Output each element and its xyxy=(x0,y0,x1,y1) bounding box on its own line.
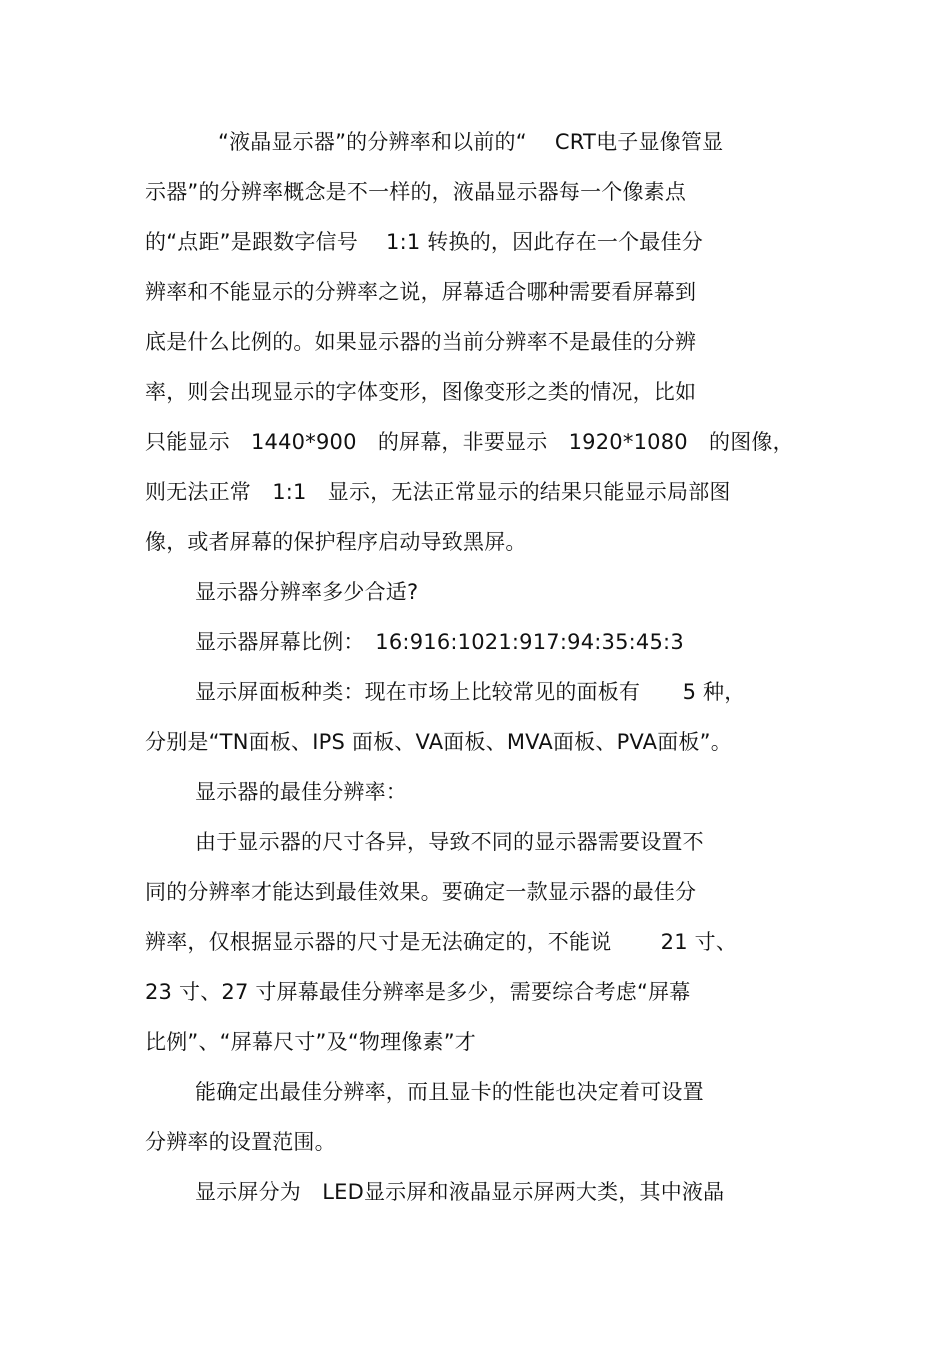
paragraph-line: 分辨率的设置范围。 xyxy=(145,1130,336,1154)
paragraph-line: 只能显示 1440*900 的屏幕，非要显示 1920*1080 的图像， xyxy=(145,430,794,454)
paragraph-line: 的“点距”是跟数字信号 1:1 转换的，因此存在一个最佳分 xyxy=(145,230,703,254)
paragraph-line: 像，或者屏幕的保护程序启动导致黑屏。 xyxy=(145,530,527,554)
paragraph-line: 同的分辨率才能达到最佳效果。要确定一款显示器的最佳分 xyxy=(145,880,697,904)
section-heading: 显示器的最佳分辨率： xyxy=(195,780,407,804)
paragraph-line: 示器”的分辨率概念是不一样的，液晶显示器每一个像素点 xyxy=(145,180,687,204)
paragraph-line: 辨率和不能显示的分辨率之说，屏幕适合哪种需要看屏幕到 xyxy=(145,280,697,304)
paragraph-line: 分别是“TN面板、IPS 面板、VA面板、MVA面板、PVA面板”。 xyxy=(145,730,732,754)
paragraph-line: “液晶显示器”的分辨率和以前的“ CRT电子显像管显 xyxy=(218,130,724,154)
paragraph-line: 显示屏面板种类：现在市场上比较常见的面板有 5 种， xyxy=(195,680,746,704)
paragraph-line: 由于显示器的尺寸各异，导致不同的显示器需要设置不 xyxy=(195,830,704,854)
paragraph-line: 显示屏分为 LED显示屏和液晶显示屏两大类，其中液晶 xyxy=(195,1180,725,1204)
paragraph-line: 显示器屏幕比例： 16:916:1021:917:94:35:45:3 xyxy=(195,630,684,654)
paragraph-line: 辨率，仅根据显示器的尺寸是无法确定的，不能说 21 寸、 xyxy=(145,930,738,954)
paragraph-line: 比例”、“屏幕尺寸”及“物理像素”才 xyxy=(145,1030,476,1054)
section-heading: 显示器分辨率多少合适? xyxy=(195,580,419,604)
paragraph-line: 底是什么比例的。如果显示器的当前分辨率不是最佳的分辨 xyxy=(145,330,697,354)
paragraph-line: 率，则会出现显示的字体变形，图像变形之类的情况，比如 xyxy=(145,380,697,404)
paragraph-line: 能确定出最佳分辨率，而且显卡的性能也决定着可设置 xyxy=(195,1080,704,1104)
paragraph-line: 则无法正常 1:1 显示，无法正常显示的结果只能显示局部图 xyxy=(145,480,731,504)
paragraph-line: 23 寸、27 寸屏幕最佳分辨率是多少，需要综合考虑“屏幕 xyxy=(145,980,691,1004)
